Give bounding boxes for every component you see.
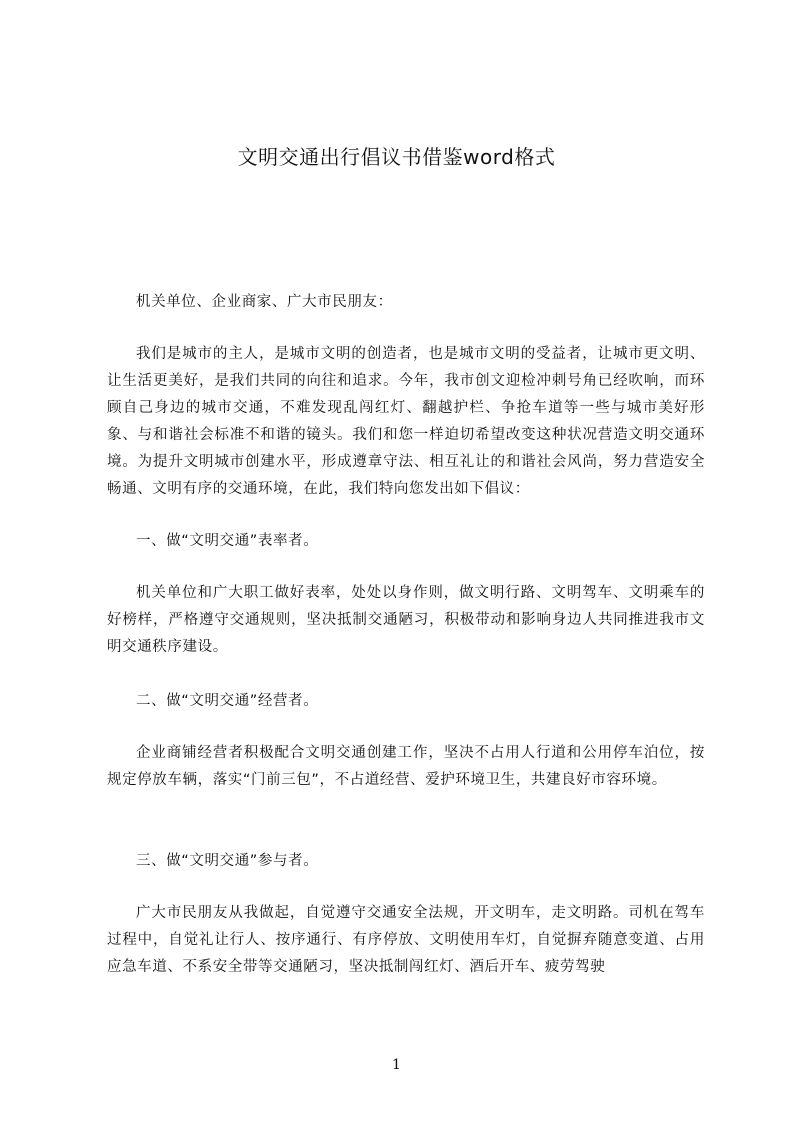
- salutation-text: 机关单位、企业商家、广大市民朋友：: [136, 294, 393, 310]
- page-number: 1: [392, 1057, 401, 1073]
- section-1-heading: [107, 528, 705, 555]
- section-1-text: 机关单位和广大职工做好表率，处处以身作则，做文明行路、文明驾车、文明乘车的好榜样，严格遵守交通规则，坚决抵制交通陋习，积极带动和影响身边人共同推进我市文明交通秩序建设。: [107, 585, 705, 655]
- section-3-paragraph: [107, 900, 705, 981]
- section-1-heading-text: 一、做“文明交通”表率者。: [136, 533, 319, 549]
- section-3-heading-text: 三、做“文明交通”参与者。: [136, 853, 319, 869]
- section-3-text: 广大市民朋友从我做起，自觉遵守交通安全法规，开文明车，走文明路。司机在驾车过程中，自觉礼让行人、按序通行、有序停放、文明使用车灯，自觉摒弃随意变道、占用应急车道、不系安全带等交通陋习，坚决抵制闯红灯、酒后开车、疲劳驾驶: [107, 905, 705, 975]
- intro-text: 我们是城市的主人，是城市文明的创造者，也是城市文明的受益者，让城市更文明、让生活更美好，是我们共同的向往和追求。今年，我市创文迎检冲刺号角已经吹响，而环顾自己身边的城市交通，不难发现乱闯红灯、翻越护栏、争抢车道等一些与城市美好形象、与和谐社会标准不和谐的镜头。我们和您一样迫切希望改变这种状况营造文明交通环境。为提升文明城市创建水平，形成遵章守法、相互礼让的和谐社会风尚，努力营造安全畅通、文明有序的交通环境，在此，我们特向您发出如下倡议：: [107, 346, 705, 497]
- section-2-heading-text: 二、做“文明交通”经营者。: [136, 693, 319, 709]
- section-2-text: 企业商铺经营者积极配合文明交通创建工作，坚决不占用人行道和公用停车泊位，按规定停放车辆，落实“门前三包”，不占道经营、爱护环境卫生，共建良好市容环境。: [107, 745, 705, 788]
- section-2-paragraph: [107, 740, 705, 794]
- document-title: 文明交通出行倡议书借鉴word格式: [237, 145, 556, 169]
- section-1-paragraph: [107, 580, 705, 661]
- section-3-heading: [107, 848, 705, 875]
- intro-paragraph: [107, 341, 705, 503]
- salutation: [107, 289, 705, 316]
- section-2-heading: [107, 688, 705, 715]
